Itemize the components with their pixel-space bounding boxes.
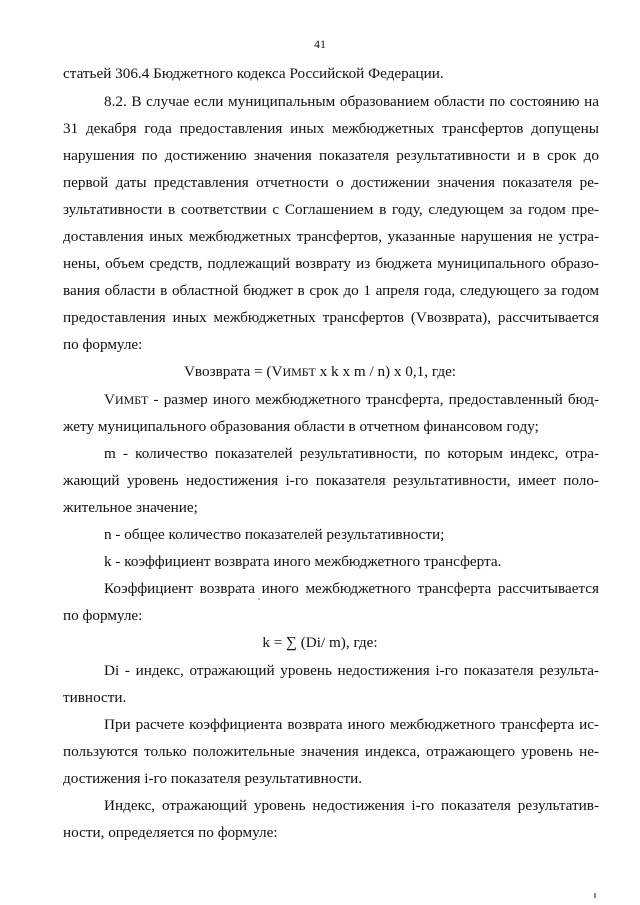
formula-rhs: x k x m / n) x 0,1, где: — [315, 363, 457, 380]
paragraph-line: предоставления иных межбюджетных трансфертов (Vвозврата), рассчитывается — [63, 309, 599, 326]
paragraph-line: по формуле: — [63, 607, 143, 624]
paragraph-line: доставления иных межбюджетных трансфертов, указанные нарушения не устра- — [63, 228, 599, 245]
formula-subscript: ИМБТ — [282, 365, 316, 379]
scan-speck — [594, 893, 596, 898]
paragraph-line: 8.2. В случае если муниципальным образованием области по состоянию на — [104, 93, 599, 110]
paragraph-line: статьей 306.4 Бюджетного кодекса Российской Федерации. — [63, 65, 444, 82]
paragraph-line: При расчете коэффициента возврата иного межбюджетного трансферта ис- — [104, 716, 599, 733]
paragraph-line: нены, объем средств, подлежащий возврату из бюджета муниципального образо- — [63, 255, 599, 272]
page-number: 41 — [314, 37, 326, 51]
formula-vvozvrata — [0, 361, 640, 383]
paragraph-line: тивности. — [63, 689, 127, 706]
paragraph-line: жету муниципального образования области в отчетном финансовом году; — [63, 418, 539, 435]
paragraph-line: по формуле: — [63, 336, 143, 353]
paragraph-line — [104, 389, 599, 411]
variable-subscript: ИМБТ — [114, 393, 149, 407]
formula-lhs: Vвозврата = (V — [183, 363, 283, 380]
paragraph-line: Индекс, отражающий уровень недостижения i-го показателя результатив- — [104, 797, 599, 814]
paragraph-line: k - коэффициент возврата иного межбюджетного трансферта. — [104, 553, 502, 570]
paragraph-line: достижения i-го показателя результативности. — [63, 770, 363, 787]
paragraph-line: n - общее количество показателей результативности; — [104, 526, 445, 543]
paragraph-line: пользуются только положительные значения индекса, отражающего уровень не- — [63, 743, 599, 760]
formula-k: k = ∑ (Di/ m), где: — [262, 634, 378, 651]
paragraph-line: вания области в областной бюджет в срок до 1 апреля года, следующего за годом — [63, 282, 599, 299]
variable-description: - размер иного межбюджетного трансферта, предоставленный бюд- — [148, 391, 599, 408]
paragraph-line: первой даты представления отчетности о достижении значения показателя ре- — [63, 174, 599, 191]
paragraph-line: m - количество показателей результативности, по которым индекс, отра- — [104, 445, 599, 462]
paragraph-line: жительное значение; — [63, 499, 198, 516]
paragraph-line: ности, определяется по формуле: — [63, 824, 278, 841]
variable-v: V — [104, 391, 115, 408]
scan-speck — [258, 598, 260, 600]
paragraph-line: 31 декабря года предоставления иных межбюджетных трансфертов допущены — [63, 120, 599, 137]
paragraph-line: зультативности в соответствии с Соглашением в году, следующем за годом пре- — [63, 201, 599, 218]
paragraph-line: Коэффициент возврата иного межбюджетного трансферта рассчитывается — [104, 580, 599, 597]
paragraph-line: Di - индекс, отражающий уровень недостижения i-го показателя результа- — [104, 662, 599, 679]
paragraph-line: нарушения по достижению значения показателя результативности и в срок до — [63, 147, 599, 164]
paragraph-line: жающий уровень недостижения i-го показателя результативности, имеет поло- — [63, 472, 599, 489]
